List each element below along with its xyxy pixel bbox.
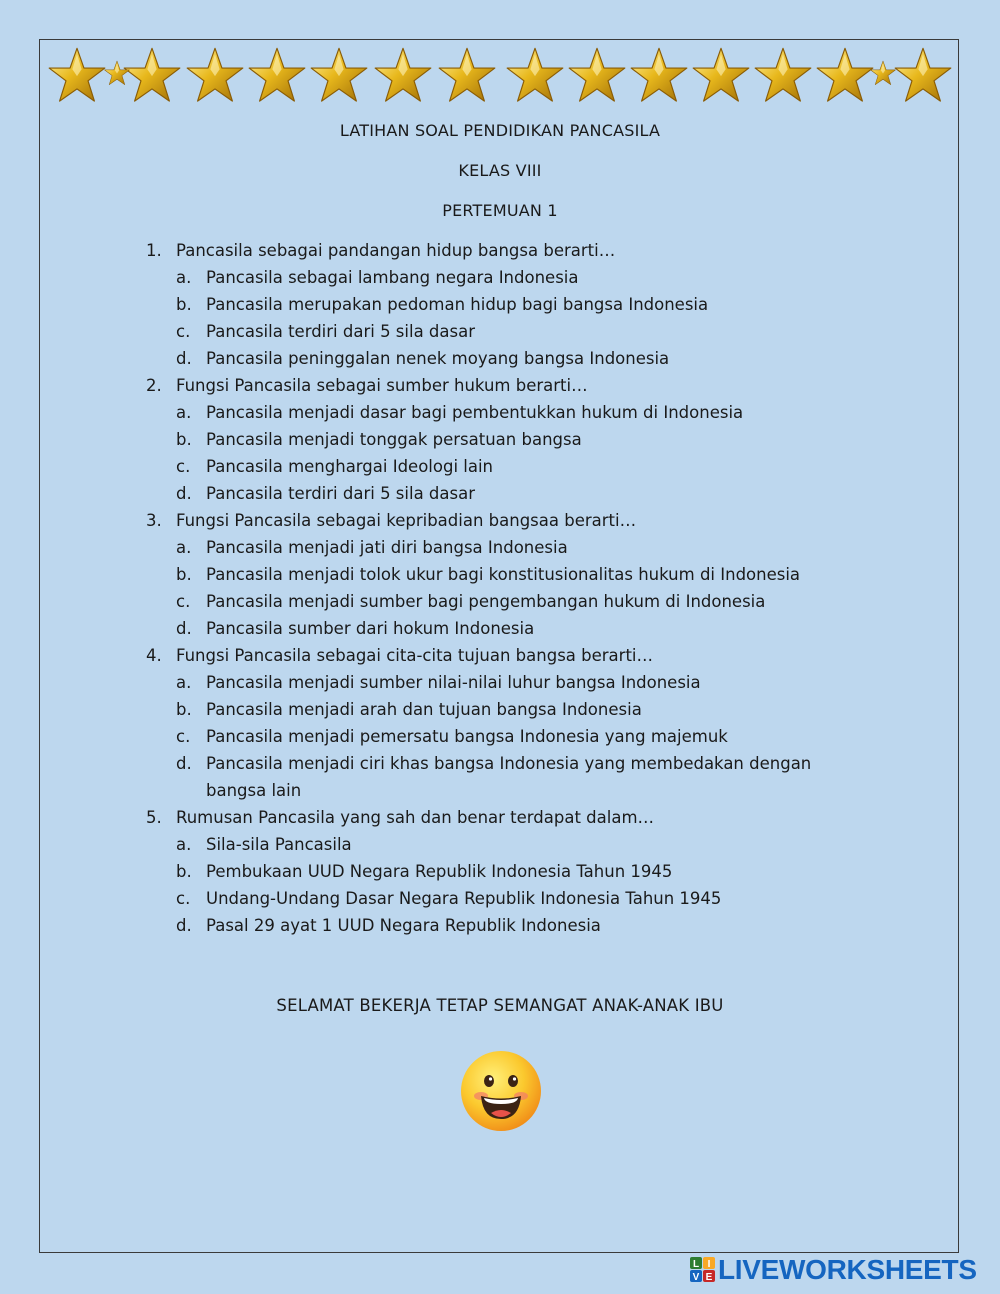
option-text: Pancasila menjadi jati diri bangsa Indonesia bbox=[206, 538, 568, 557]
answer-option[interactable] bbox=[146, 264, 876, 291]
option-letter: d. bbox=[176, 916, 192, 935]
option-text: Pancasila menjadi pemersatu bangsa Indonesia yang majemuk bbox=[206, 727, 728, 746]
answer-option[interactable] bbox=[146, 588, 876, 615]
gold-star-icon bbox=[186, 46, 244, 104]
question-item bbox=[146, 642, 876, 669]
gold-star-icon bbox=[506, 46, 564, 104]
option-letter: b. bbox=[176, 862, 192, 881]
answer-option[interactable] bbox=[146, 696, 876, 723]
gold-star-icon bbox=[692, 46, 750, 104]
question-text: Fungsi Pancasila sebagai sumber hukum berarti… bbox=[176, 376, 588, 395]
option-text: Pembukaan UUD Negara Republik Indonesia Tahun 1945 bbox=[206, 862, 673, 881]
option-letter: d. bbox=[176, 619, 192, 638]
answer-option[interactable] bbox=[146, 318, 876, 345]
option-text: Pancasila sumber dari hokum Indonesia bbox=[206, 619, 535, 638]
gold-star-icon bbox=[104, 60, 130, 86]
gold-star-icon bbox=[894, 46, 952, 104]
option-letter: b. bbox=[176, 565, 192, 584]
session-label: PERTEMUAN 1 bbox=[442, 201, 558, 220]
closing-message: SELAMAT BEKERJA TETAP SEMANGAT ANAK-ANAK IBU bbox=[276, 996, 724, 1015]
answer-option[interactable] bbox=[146, 615, 876, 642]
liveworksheets-logo bbox=[690, 1255, 977, 1285]
svg-text:I: I bbox=[707, 1259, 711, 1270]
answer-option[interactable] bbox=[146, 561, 876, 588]
option-letter: c. bbox=[176, 457, 191, 476]
answer-option[interactable] bbox=[146, 399, 876, 426]
gold-star-icon bbox=[568, 46, 626, 104]
star-border-decoration bbox=[48, 44, 952, 106]
option-letter: a. bbox=[176, 538, 192, 557]
svg-text:V: V bbox=[692, 1272, 700, 1283]
option-letter: b. bbox=[176, 700, 192, 719]
option-text: Sila-sila Pancasila bbox=[206, 835, 352, 854]
option-text: Pancasila menjadi tonggak persatuan bangsa bbox=[206, 430, 582, 449]
question-item bbox=[146, 507, 876, 534]
svg-text:E: E bbox=[705, 1272, 713, 1283]
page-title: LATIHAN SOAL PENDIDIKAN PANCASILA bbox=[339, 121, 661, 140]
svg-text:L: L bbox=[692, 1259, 700, 1270]
option-text: Pancasila peninggalan nenek moyang bangsa Indonesia bbox=[206, 349, 670, 368]
option-letter: b. bbox=[176, 430, 192, 449]
option-text: Pancasila menjadi arah dan tujuan bangsa Indonesia bbox=[206, 700, 642, 719]
question-text: Rumusan Pancasila yang sah dan benar terdapat dalam… bbox=[176, 808, 655, 827]
option-letter: c. bbox=[176, 592, 191, 611]
answer-option[interactable] bbox=[146, 750, 876, 804]
option-letter: b. bbox=[176, 295, 192, 314]
brand-name: LIVEWORKSHEETS bbox=[718, 1254, 977, 1285]
gold-star-icon bbox=[374, 46, 432, 104]
gold-star-icon bbox=[630, 46, 688, 104]
question-number: 2. bbox=[146, 376, 162, 395]
option-letter: d. bbox=[176, 754, 192, 773]
gold-star-icon bbox=[816, 46, 874, 104]
answer-option[interactable] bbox=[146, 831, 876, 858]
option-text: Pancasila menjadi tolok ukur bagi konstitusionalitas hukum di Indonesia bbox=[206, 565, 801, 584]
gold-star-icon bbox=[248, 46, 306, 104]
answer-option[interactable] bbox=[146, 291, 876, 318]
option-text: Pancasila menjadi dasar bagi pembentukkan hukum di Indonesia bbox=[206, 403, 744, 422]
question-item bbox=[146, 237, 876, 264]
grinning-face-icon bbox=[459, 1049, 543, 1133]
gold-star-icon bbox=[310, 46, 368, 104]
option-text: Undang-Undang Dasar Negara Republik Indonesia Tahun 1945 bbox=[206, 889, 722, 908]
answer-option[interactable] bbox=[146, 426, 876, 453]
option-text: Pancasila menjadi sumber bagi pengembangan hukum di Indonesia bbox=[206, 592, 766, 611]
class-label: KELAS VIII bbox=[458, 161, 542, 180]
question-text: Pancasila sebagai pandangan hidup bangsa berarti… bbox=[176, 241, 616, 260]
gold-star-icon bbox=[48, 46, 106, 104]
question-text: Fungsi Pancasila sebagai kepribadian bangsaa berarti… bbox=[176, 511, 637, 530]
option-text: Pancasila sebagai lambang negara Indonesia bbox=[206, 268, 579, 287]
gold-star-icon bbox=[754, 46, 812, 104]
answer-option[interactable] bbox=[146, 912, 876, 939]
answer-option[interactable] bbox=[146, 858, 876, 885]
question-list bbox=[146, 237, 876, 939]
option-letter: a. bbox=[176, 673, 192, 692]
answer-option[interactable] bbox=[146, 669, 876, 696]
option-text: Pancasila menjadi ciri khas bangsa Indonesia yang membedakan dengan bangsa lain bbox=[206, 754, 812, 800]
answer-option[interactable] bbox=[146, 453, 876, 480]
option-letter: c. bbox=[176, 889, 191, 908]
question-item bbox=[146, 372, 876, 399]
option-text: Pancasila merupakan pedoman hidup bagi bangsa Indonesia bbox=[206, 295, 709, 314]
option-letter: d. bbox=[176, 484, 192, 503]
gold-star-icon bbox=[438, 46, 496, 104]
question-number: 1. bbox=[146, 241, 162, 260]
answer-option[interactable] bbox=[146, 534, 876, 561]
option-text: Pancasila menghargai Ideologi lain bbox=[206, 457, 494, 476]
option-letter: d. bbox=[176, 349, 192, 368]
option-letter: c. bbox=[176, 727, 191, 746]
question-text: Fungsi Pancasila sebagai cita-cita tujuan bangsa berarti… bbox=[176, 646, 654, 665]
gold-star-icon bbox=[870, 60, 896, 86]
option-text: Pancasila menjadi sumber nilai-nilai luhur bangsa Indonesia bbox=[206, 673, 701, 692]
answer-option[interactable] bbox=[146, 723, 876, 750]
liveworksheets-badge-icon bbox=[690, 1257, 716, 1283]
answer-option[interactable] bbox=[146, 480, 876, 507]
option-letter: c. bbox=[176, 322, 191, 341]
option-text: Pancasila terdiri dari 5 sila dasar bbox=[206, 322, 476, 341]
answer-option[interactable] bbox=[146, 885, 876, 912]
answer-option[interactable] bbox=[146, 345, 876, 372]
option-letter: a. bbox=[176, 268, 192, 287]
question-number: 5. bbox=[146, 808, 162, 827]
question-number: 3. bbox=[146, 511, 162, 530]
gold-star-icon bbox=[123, 46, 181, 104]
option-text: Pancasila terdiri dari 5 sila dasar bbox=[206, 484, 476, 503]
option-letter: a. bbox=[176, 835, 192, 854]
option-letter: a. bbox=[176, 403, 192, 422]
question-number: 4. bbox=[146, 646, 162, 665]
question-item bbox=[146, 804, 876, 831]
option-text: Pasal 29 ayat 1 UUD Negara Republik Indonesia bbox=[206, 916, 601, 935]
